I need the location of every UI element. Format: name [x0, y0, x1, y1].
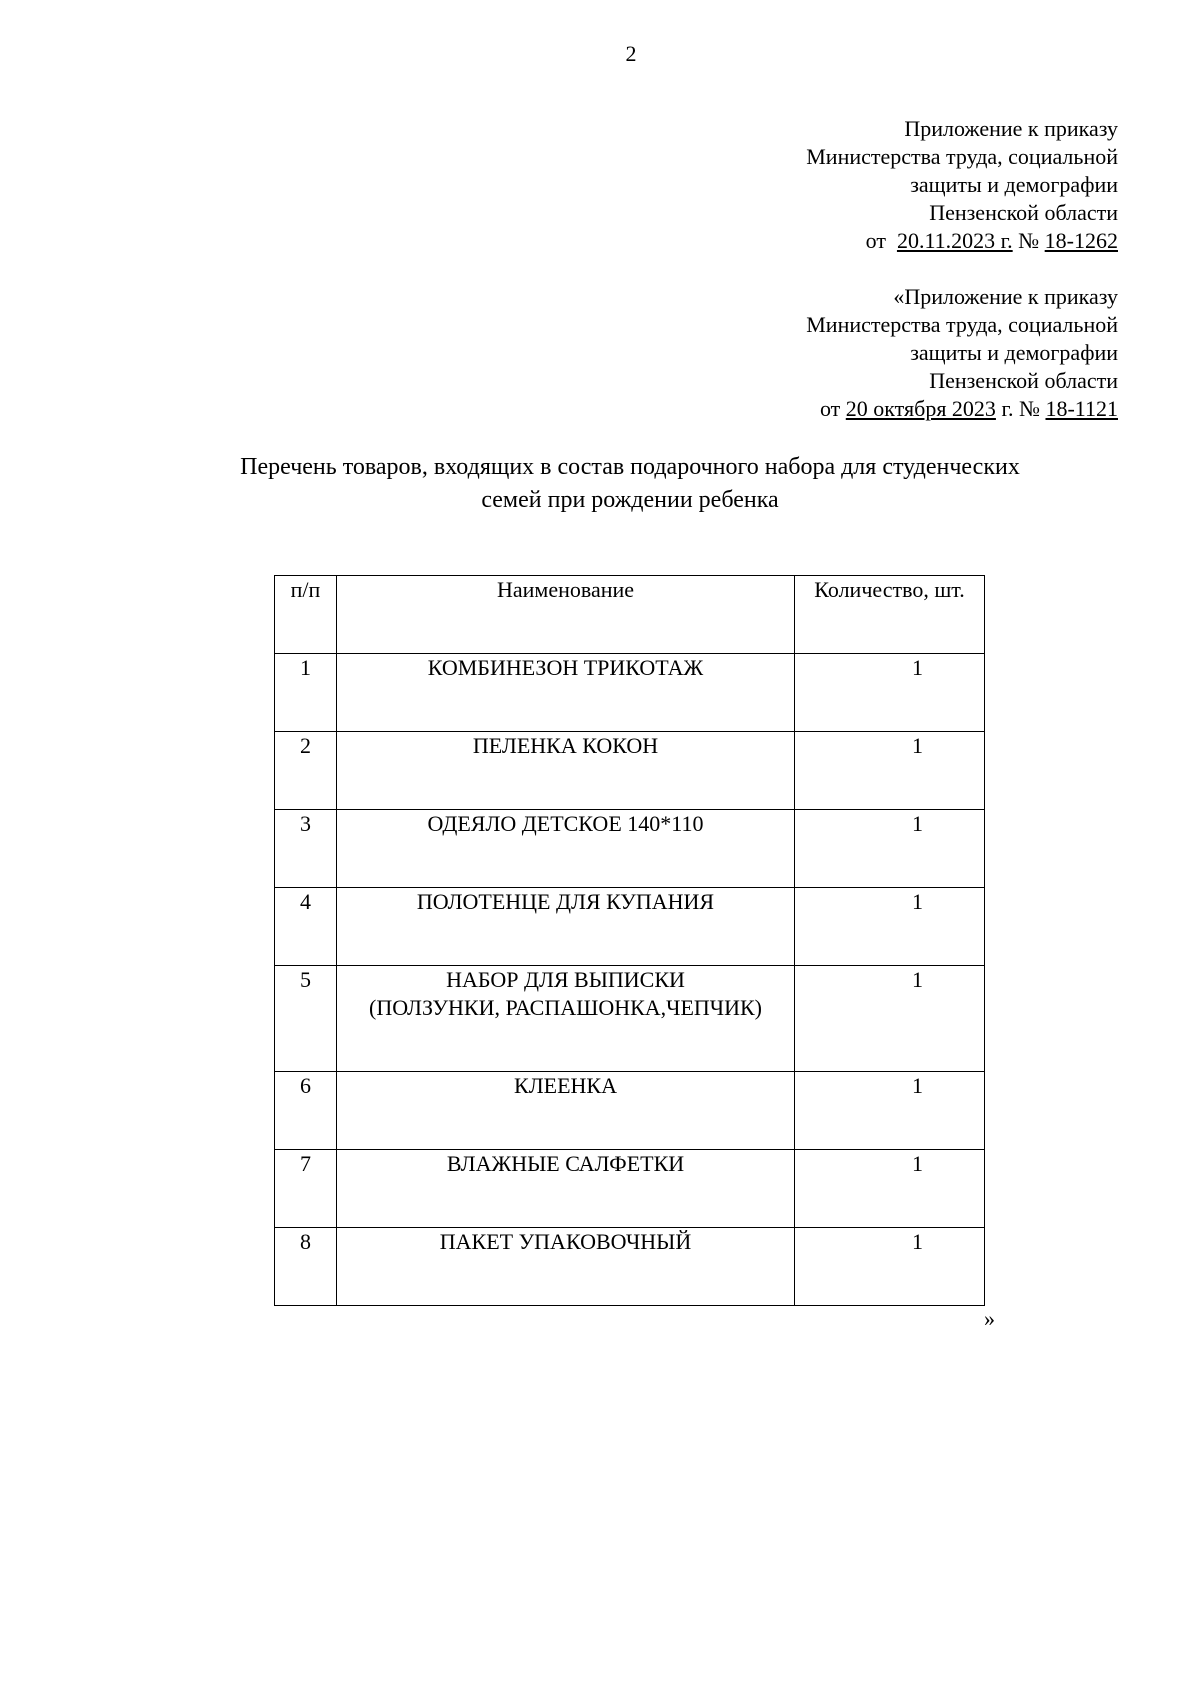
- row-name: ПОЛОТЕНЦЕ ДЛЯ КУПАНИЯ: [337, 888, 795, 966]
- row-name: [337, 966, 795, 1072]
- row-qty: [795, 732, 985, 810]
- order-date: 20 октября 2023: [845, 396, 996, 421]
- table-row: [275, 1150, 985, 1228]
- order-number: 18-1121: [1045, 396, 1118, 421]
- row-qty: [795, 1072, 985, 1150]
- table-row: [275, 966, 985, 1072]
- row-name: ОДЕЯЛО ДЕТСКОЕ 140*110: [337, 810, 795, 888]
- row-num: 6: [275, 1072, 337, 1150]
- row-name: ПЕЛЕНКА КОКОН: [337, 732, 795, 810]
- appendix-line: Пензенской области: [929, 368, 1118, 393]
- order-date: 20.11.2023 г.: [896, 228, 1013, 253]
- qty-value: 1: [912, 655, 923, 680]
- closing-quote: »: [984, 1306, 995, 1331]
- row-num: 7: [275, 1150, 337, 1228]
- appendix-line: «Приложение к приказу: [893, 284, 1118, 309]
- table-row: [275, 1228, 985, 1306]
- date-suffix: г. №: [995, 396, 1046, 421]
- appendix-line: защиты и демографии: [910, 172, 1118, 197]
- row-qty: [795, 966, 985, 1072]
- row-num: 8: [275, 1228, 337, 1306]
- row-name: ВЛАЖНЫЕ САЛФЕТКИ: [337, 1150, 795, 1228]
- header-num: п/п: [275, 576, 337, 654]
- qty-value: 1: [912, 733, 923, 758]
- table-row: [275, 888, 985, 966]
- title-line: семей при рождении ребенка: [481, 487, 779, 513]
- page-number: 2: [625, 41, 637, 66]
- appendix-date-line: [806, 395, 1118, 423]
- table-row: [275, 1072, 985, 1150]
- row-num: 1: [275, 654, 337, 732]
- number-prefix: №: [1012, 228, 1045, 253]
- qty-value: 1: [912, 1229, 923, 1254]
- table-header-row: [275, 576, 985, 654]
- header-qty: Количество, шт.: [795, 576, 985, 654]
- order-number: 18-1262: [1044, 228, 1118, 253]
- header-name: Наименование: [337, 576, 795, 654]
- appendix-line: Приложение к приказу: [904, 116, 1118, 141]
- appendix-header-current: [806, 115, 1118, 255]
- row-qty: [795, 1228, 985, 1306]
- row-qty: [795, 810, 985, 888]
- appendix-line: защиты и демографии: [910, 340, 1118, 365]
- table-row: [275, 654, 985, 732]
- qty-value: 1: [912, 1151, 923, 1176]
- document-title: [160, 451, 1100, 517]
- items-table: [274, 575, 985, 1306]
- qty-value: 1: [912, 1073, 923, 1098]
- row-num: 5: [275, 966, 337, 1072]
- title-line: Перечень товаров, входящих в состав подарочного набора для студенческих: [240, 454, 1020, 480]
- row-name: КОМБИНЕЗОН ТРИКОТАЖ: [337, 654, 795, 732]
- table-row: [275, 810, 985, 888]
- row-qty: [795, 888, 985, 966]
- row-num: 2: [275, 732, 337, 810]
- date-prefix: от: [865, 228, 892, 253]
- appendix-line: Министерства труда, социальной: [806, 312, 1118, 337]
- appendix-header-previous: [806, 283, 1118, 423]
- appendix-line: Пензенской области: [929, 200, 1118, 225]
- row-num: 4: [275, 888, 337, 966]
- qty-value: 1: [912, 889, 923, 914]
- row-name: ПАКЕТ УПАКОВОЧНЫЙ: [337, 1228, 795, 1306]
- row-num: 3: [275, 810, 337, 888]
- row-qty: [795, 1150, 985, 1228]
- qty-value: 1: [912, 811, 923, 836]
- row-qty: [795, 654, 985, 732]
- qty-value: 1: [912, 967, 923, 992]
- table-row: [275, 732, 985, 810]
- row-name: КЛЕЕНКА: [337, 1072, 795, 1150]
- appendix-line: Министерства труда, социальной: [806, 144, 1118, 169]
- row-name-line: НАБОР ДЛЯ ВЫПИСКИ: [446, 967, 685, 992]
- date-prefix: от: [819, 396, 846, 421]
- row-name-line: (ПОЛЗУНКИ, РАСПАШОНКА,ЧЕПЧИК): [369, 995, 762, 1020]
- appendix-date-line: [806, 227, 1118, 255]
